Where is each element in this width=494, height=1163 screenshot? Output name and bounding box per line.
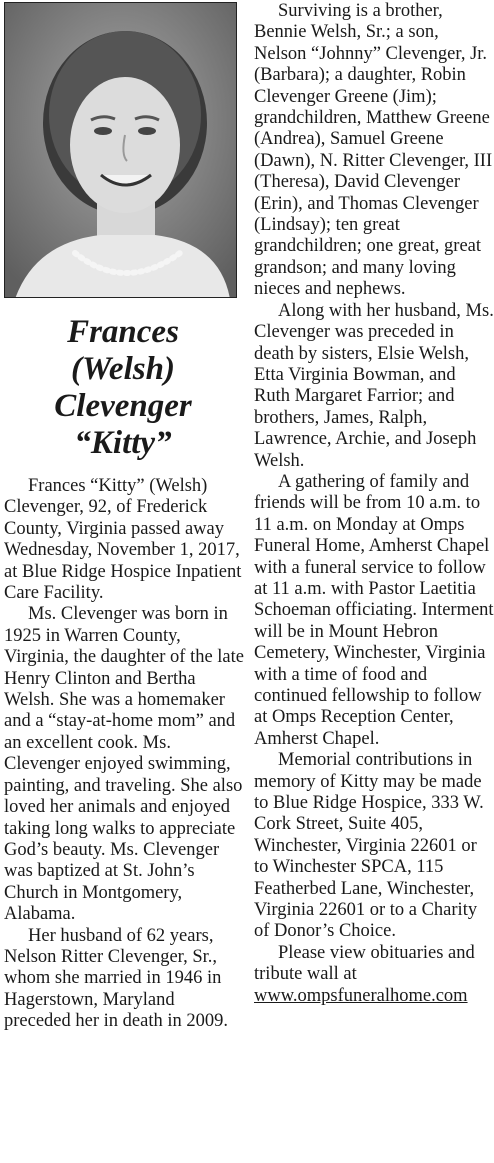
obituary-paragraph-husband: Her husband of 62 years, Nelson Ritter Clevenger, Sr., whom she married in 1946 in Hagerstown, Maryland preceded her in death in 2009. <box>4 925 228 1032</box>
obituary-paragraph-life: Ms. Clevenger was born in 1925 in Warren County, Virginia, the daughter of the late Henry Clinton and Bertha Welsh. She was a homemaker and a “stay-at-home mom” and an excellent cook. Ms. Clevenger enjoyed swimming, painting, and traveling. She also loved her animals and enjoyed taking long walks to appreciate God’s beauty. Ms. Clevenger was baptized at St. John’s Church in Montgomery, Alabama. <box>4 604 244 925</box>
obituary-paragraph-services: A gathering of family and friends will be from 10 a.m. to 11 a.m. on Monday at Omps Funeral Home, Amherst Chapel with a funeral service to follow at 11 a.m. with Pastor Laetitia Schoeman officiating. Interment will be in Mount Hebron Cemetery, Winchester, Virginia with a time of food and continued fellowship to follow at Omps Reception Center, Amherst Chapel. <box>254 471 494 749</box>
obituary-paragraph-tribute: Please view obituaries and tribute wall at <box>254 942 475 985</box>
obituary-paragraph-memorials: Memorial contributions in memory of Kitty may be made to Blue Ridge Hospice, 333 W. Cork Street, Suite 405, Winchester, Virginia 22601 or to Winchester SPCA, 115 Featherbed Lane, Winchester, Virginia 22601 or to a Charity of Donor’s Choice. <box>254 750 484 942</box>
name-line-nickname: “Kitty” <box>74 425 172 461</box>
obituary-left-column <box>4 476 244 1033</box>
obituary-right-column <box>254 1 494 1007</box>
name-line-surname: Clevenger <box>54 388 192 424</box>
portrait-illustration <box>5 3 237 298</box>
name-line-maiden: (Welsh) <box>71 351 175 387</box>
portrait-photo <box>4 2 237 298</box>
funeral-home-website-link[interactable]: www.ompsfuneralhome.com <box>254 985 468 1006</box>
name-line-first: Frances <box>67 314 179 350</box>
obituary-paragraph-preceded: Along with her husband, Ms. Clevenger was preceded in death by sisters, Elsie Welsh, Etta Virginia Bowman, and Ruth Margaret Farrior; and brothers, James, Ralph, Lawrence, Archie, and Joseph Welsh. <box>254 300 494 471</box>
obituary-paragraph-survivors: Surviving is a brother, Bennie Welsh, Sr.; a son, Nelson “Johnny” Clevenger, Jr. (Barbara); a daughter, Robin Clevenger Greene (Jim); grandchildren, Matthew Greene (Andrea), Samuel Greene (Dawn), N. Ritter Clevenger, III (Theresa), David Clevenger (Erin), and Thomas Clevenger (Lindsay); ten great grandchildren; one great, great grandson; and many loving nieces and nephews. <box>254 1 493 300</box>
obituary-name-heading <box>0 314 246 462</box>
obituary-paragraph-intro: Frances “Kitty” (Welsh) Clevenger, 92, of Frederick County, Virginia passed away Wednesday, November 1, 2017, at Blue Ridge Hospice Inpatient Care Facility. <box>4 476 242 604</box>
